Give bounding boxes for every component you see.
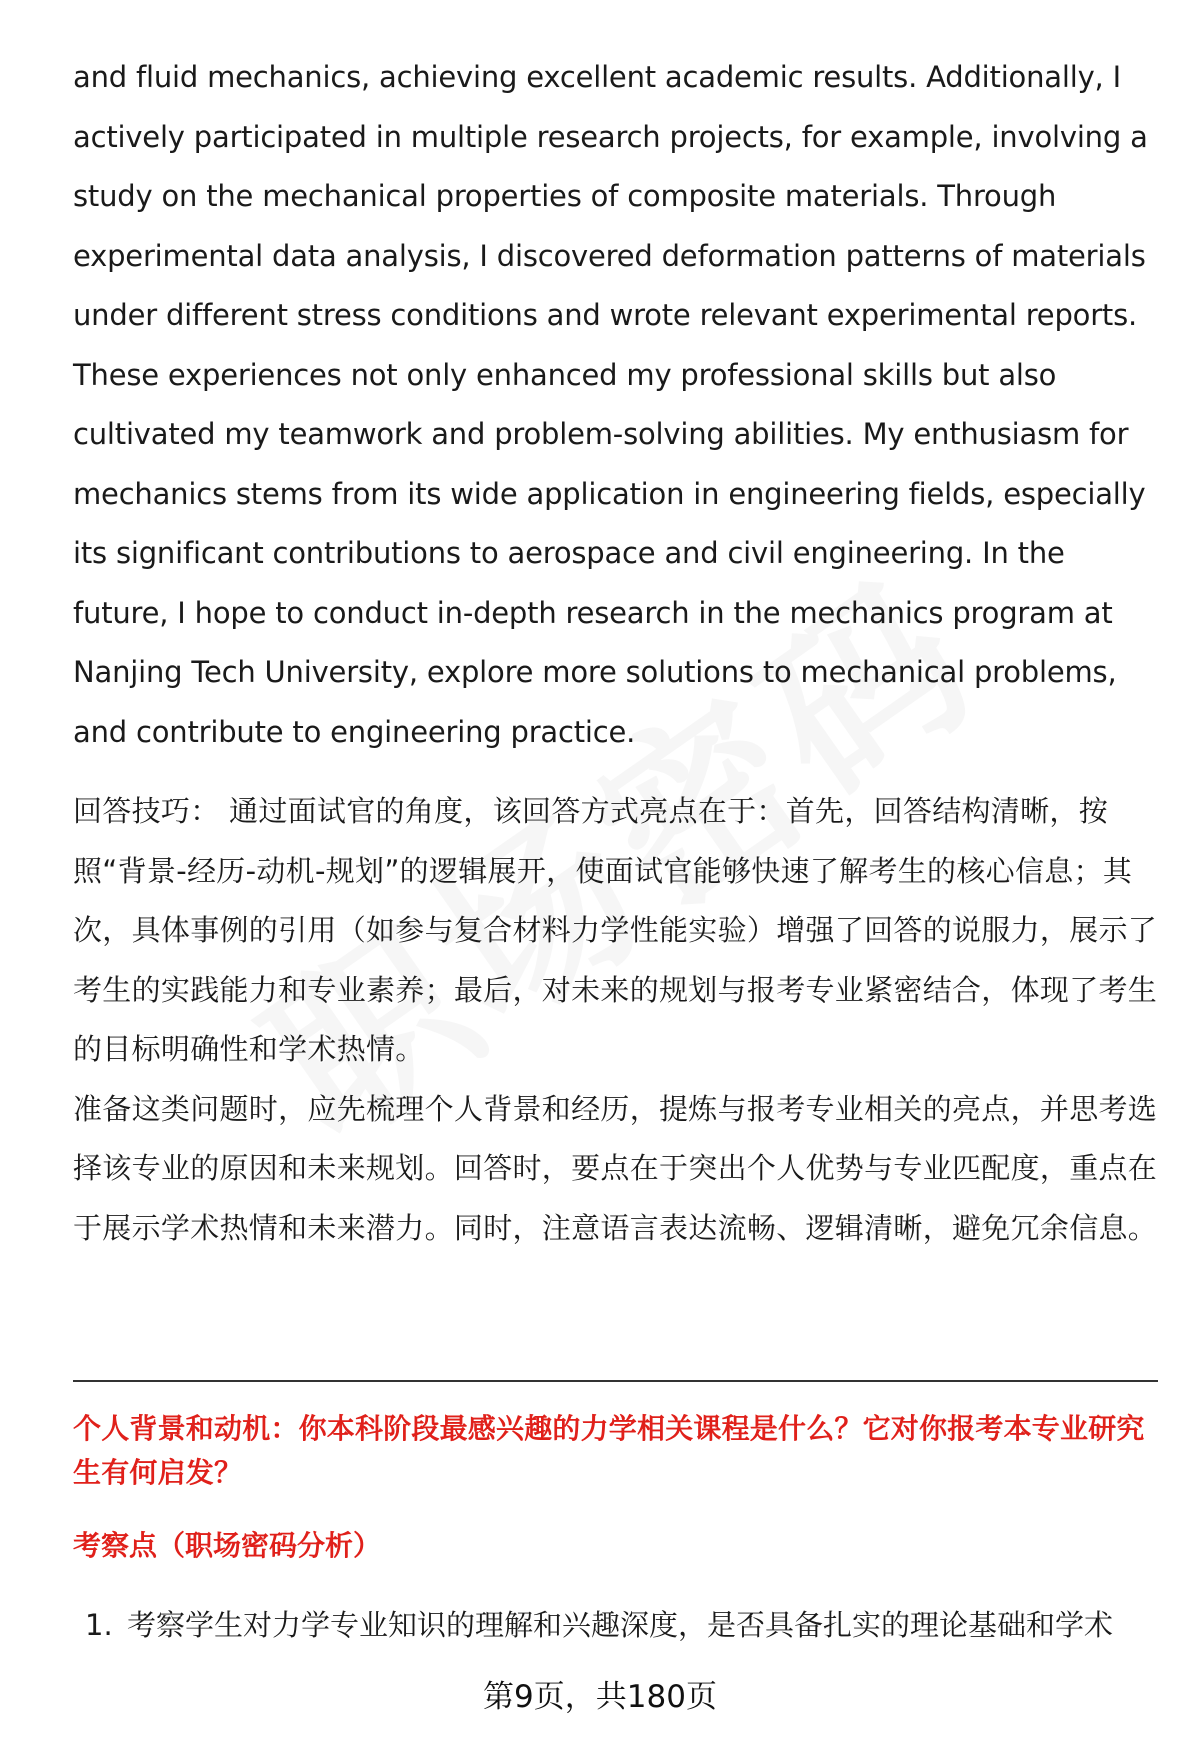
list-item-number: 1.: [85, 1608, 113, 1642]
list-item-text: 考察学生对力学专业知识的理解和兴趣深度，是否具备扎实的理论基础和学术: [127, 1608, 1114, 1642]
assessment-points-heading: 考察点（职场密码分析）: [73, 1529, 382, 1562]
section-divider: [73, 1380, 1158, 1382]
question-heading: 个人背景和动机：你本科阶段最感兴趣的力学相关课程是什么？它对你报考本专业研究生有何启发？: [73, 1412, 1145, 1489]
page-footer: 第9页，共180页: [483, 1679, 717, 1715]
english-answer-paragraph: and fluid mechanics, achieving excellent academic results. Additionally, I actively participated in multiple research projects, for example, involving a study on the mechanical properties of composite materials. Through experimental data analysis, I discovered deformation patterns of materials under different stress conditions and wrote relevant experimental reports. These experiences not only enhanced my professional skills but also cultivated my teamwork and problem-solving abilities. My enthusiasm for mechanics stems from its wide application in engineering fields, especially its significant contributions to aerospace and civil engineering. In the future, I hope to conduct in-depth research in the mechanics program at Nanjing Tech University, explore more solutions to mechanical problems, and contribute to engineering practice.: [73, 60, 1148, 749]
tips-block: [73, 782, 1158, 1258]
page-content: [73, 48, 1158, 1258]
list-item: [85, 1603, 1165, 1647]
preparation-paragraph: 准备这类问题时，应先梳理个人背景和经历，提炼与报考专业相关的亮点，并思考选择该专业的原因和未来规划。回答时，要点在于突出个人优势与专业匹配度，重点在于展示学术热情和未来潜力。同时，注意语言表达流畅、逻辑清晰，避免冗余信息。: [73, 1091, 1158, 1245]
answer-tips-paragraph: 回答技巧： 通过面试官的角度，该回答方式亮点在于：首先，回答结构清晰，按照“背景-经历-动机-规划”的逻辑展开，使面试官能够快速了解考生的核心信息；其次，具体事例的引用（如参与复合材料力学性能实验）增强了回答的说服力，展示了考生的实践能力和专业素养；最后，对未来的规划与报考专业紧密结合，体现了考生的目标明确性和学术热情。: [73, 794, 1158, 1066]
